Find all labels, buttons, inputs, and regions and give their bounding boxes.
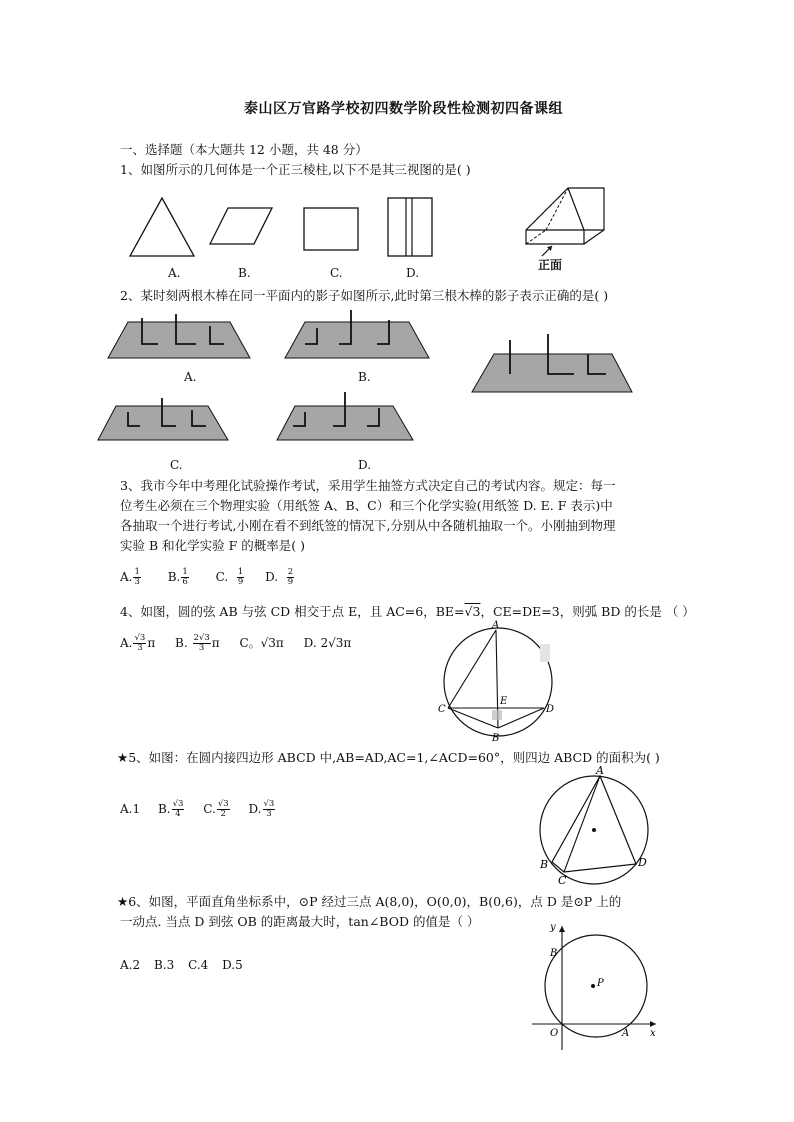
- q6-label-x: x: [650, 1028, 656, 1039]
- q6-option-c[interactable]: C.4: [188, 958, 209, 972]
- q4-segment-ac: [448, 630, 496, 708]
- q6-stem-line2: 一动点. 当点 D 到弦 OB 的距离最大时，tan∠BOD 的值是（ ）: [120, 914, 480, 929]
- q6-option-b[interactable]: B.3: [153, 958, 175, 972]
- q4-circle-figure: [436, 620, 566, 748]
- q5-option-c[interactable]: C. $\frac{√3}{2}$: [203, 799, 229, 819]
- q1-option-b[interactable]: B.: [238, 266, 251, 280]
- q3-option-c[interactable]: C. $\frac{1}{9}$: [215, 567, 244, 587]
- q3-options: [120, 568, 295, 587]
- q4-option-c[interactable]: C。√3π: [239, 636, 284, 650]
- q1-triangle-view: [130, 198, 194, 256]
- q2-option-a[interactable]: A.: [184, 370, 197, 384]
- q1-option-d[interactable]: D.: [406, 266, 420, 280]
- q2-option-c[interactable]: C.: [170, 458, 183, 472]
- q2-figure-main: [470, 334, 634, 396]
- q6-option-a[interactable]: A.2: [120, 958, 141, 972]
- q4-options: [120, 634, 351, 653]
- q4-option-b[interactable]: B. $\frac{2√3}{3}$ π: [175, 633, 220, 653]
- q4-stem: 4、如图，圆的弦 AB 与弦 CD 相交于点 E，且 AC=6，BE=√3，CE=DE=3，则弧 BD 的长是 （ ）: [120, 604, 695, 619]
- q4-label-d: D: [546, 704, 555, 715]
- q4-label-b: B: [492, 733, 500, 744]
- q1-parallelogram-view: [210, 208, 272, 244]
- q6-option-d[interactable]: D.5: [222, 958, 243, 972]
- page-title: 泰山区万官路学校初四数学阶段性检测初四备课组: [244, 101, 563, 117]
- q6-options: [120, 958, 243, 972]
- q5-star-icon: ★: [117, 750, 129, 765]
- q3-stem-line1: 3、我市今年中考理化试验操作考试，采用学生抽签方式决定自己的考试内容。规定：每一: [120, 478, 616, 493]
- q2-stem: 2、某时刻两根木棒在同一平面内的影子如图所示,此时第三根木棒的影子表示正确的是( ): [120, 288, 609, 303]
- q6-label-o: O: [550, 1028, 559, 1039]
- q1-option-a[interactable]: A.: [168, 266, 181, 280]
- q5-quadrilateral: [552, 776, 636, 872]
- q3-option-d[interactable]: D. $\frac{2}{9}$: [265, 567, 294, 587]
- q5-option-a[interactable]: A.1: [120, 802, 141, 816]
- q6-center-dot: [591, 984, 595, 988]
- q3-option-b[interactable]: B. $\frac{1}{6}$: [167, 567, 188, 587]
- q1-rectangle-view: [388, 198, 432, 256]
- q6-label-p: P: [597, 978, 604, 989]
- q6-label-y: y: [550, 922, 556, 933]
- q4-label-a: A: [492, 620, 500, 631]
- q4-blur-patch: [540, 644, 550, 662]
- q3-stem-line2: 位考生必须在三个物理实验（用纸签 A、B、C）和三个化学实验(用纸签 D. E. F 表示)中: [120, 498, 613, 513]
- q1-figure-views: [120, 192, 440, 262]
- q5-label-a: A: [596, 764, 604, 777]
- q3-stem-line4: 实验 B 和化学实验 F 的概率是( ): [120, 538, 305, 553]
- q4-option-a[interactable]: A. $\frac{√3}{3}$ π: [120, 633, 156, 653]
- q6-label-a: A: [622, 1028, 630, 1039]
- q6-stem-line1: ★6、如图，平面直角坐标系中，⊙P 经过三点 A(8,0)，O(0,0)，B(0,6)，点 D 是⊙P 上的: [117, 894, 622, 909]
- q5-diagonal-ac: [564, 776, 600, 872]
- q4-label-e: E: [500, 696, 508, 707]
- q5-label-b: B: [540, 858, 549, 871]
- q2-figure-b: [283, 310, 433, 360]
- q5-options: [120, 800, 276, 819]
- q2-figure-a: [106, 314, 252, 360]
- q6-label-b: B: [550, 948, 558, 959]
- q4-option-d[interactable]: D. 2√3π: [303, 636, 352, 650]
- q1-prism-figure: [522, 184, 612, 270]
- q1-stem: 1、如图所示的几何体是一个正三棱柱,以下不是其三视图的是( ): [120, 162, 471, 177]
- q2-figure-c: [96, 396, 230, 444]
- q4-segment-bd: [498, 708, 544, 728]
- q5-center-dot: [592, 828, 596, 832]
- section-heading: 一、选择题（本大题共 12 小题，共 48 分）: [120, 142, 368, 157]
- q1-front-label: 正面: [538, 258, 563, 272]
- q3-stem-line3: 各抽取一个进行考试,小刚在看不到纸签的情况下,分别从中各随机抽取一个。小刚抽到物理: [120, 518, 616, 533]
- q6-circle-p: [545, 935, 647, 1037]
- q2-figure-d: [275, 392, 415, 444]
- q5-label-d: D: [638, 856, 647, 869]
- q3-option-a[interactable]: A. $\frac{1}{3}$: [120, 567, 140, 587]
- q2-option-b[interactable]: B.: [358, 370, 371, 384]
- q1-option-c[interactable]: C.: [330, 266, 343, 280]
- q1-square-view: [304, 208, 358, 250]
- q6-star-icon: ★: [117, 894, 129, 909]
- q5-circle-figure: [534, 766, 654, 890]
- q5-label-c: C: [558, 874, 567, 887]
- q6-coordinate-figure: [530, 918, 664, 1054]
- q5-option-d[interactable]: D. $\frac{√3}{3}$: [248, 799, 275, 819]
- q4-segment-cb: [448, 708, 498, 728]
- q5-option-b[interactable]: B. $\frac{√3}{4}$: [157, 799, 184, 819]
- q2-option-d[interactable]: D.: [358, 458, 372, 472]
- q5-stem: ★5、如图：在圆内接四边形 ABCD 中,AB=AD,AC=1,∠ACD=60°，则四边 ABCD 的面积为( ): [117, 750, 660, 765]
- q4-label-c: C: [438, 704, 446, 715]
